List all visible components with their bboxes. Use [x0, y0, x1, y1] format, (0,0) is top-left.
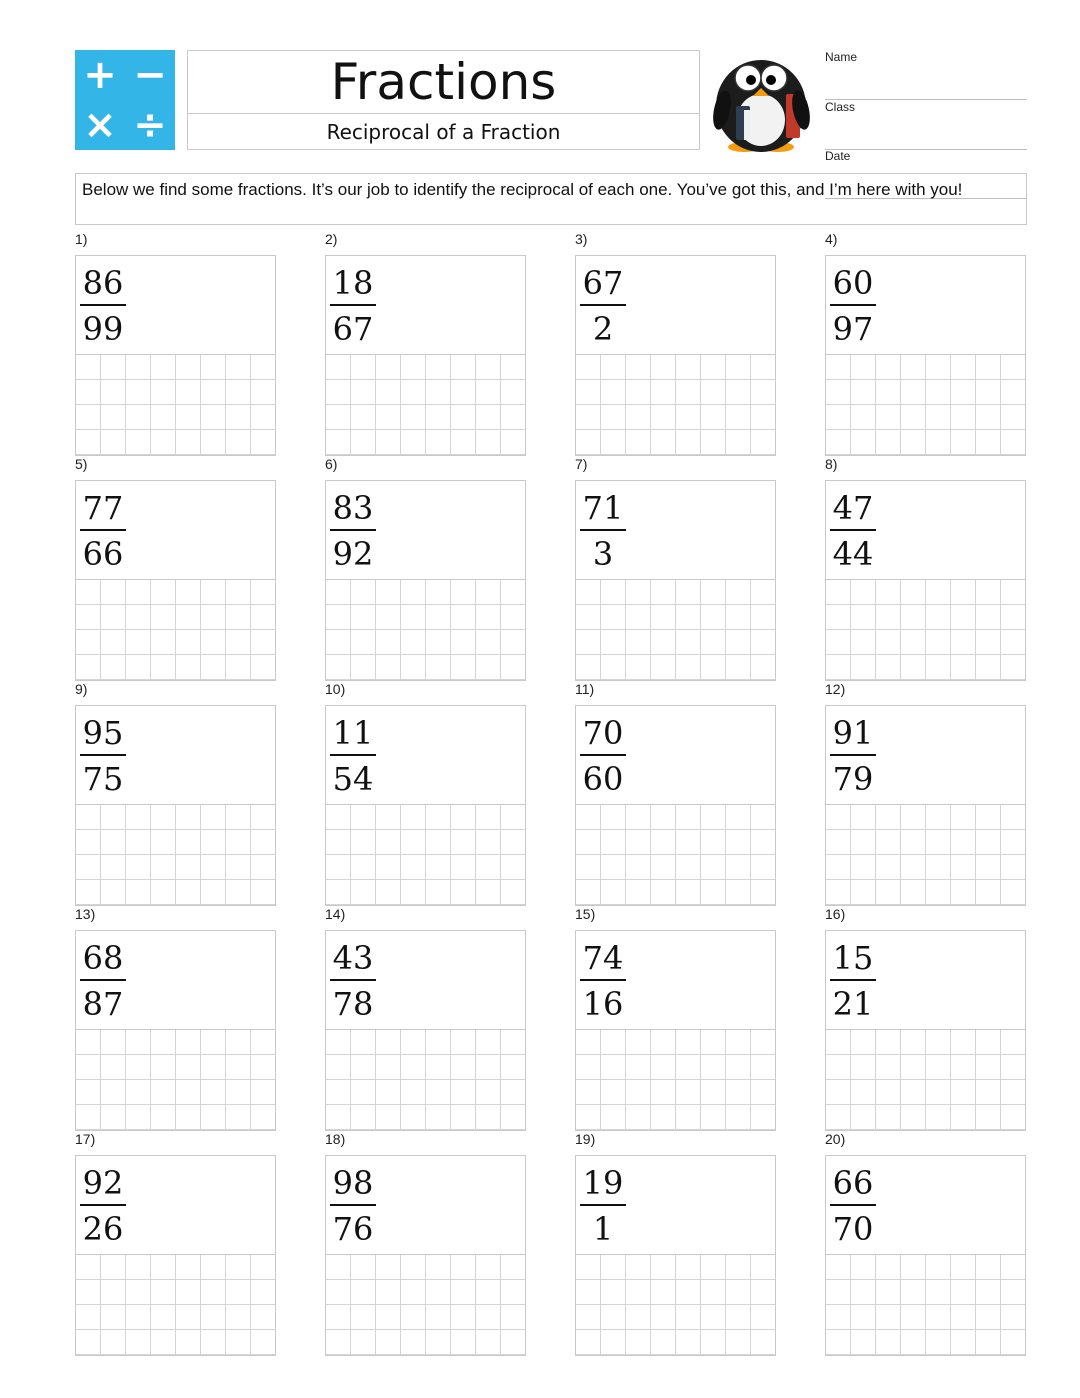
- denominator: 66: [82, 535, 124, 573]
- fraction: [80, 485, 126, 575]
- numerator: 15: [832, 939, 874, 977]
- class-label: Class: [825, 100, 856, 114]
- problem-card-7: [575, 455, 776, 681]
- page-title: Fractions: [330, 53, 557, 111]
- fraction-bar: [580, 304, 626, 306]
- answer-grid[interactable]: [326, 579, 525, 680]
- plus-icon: +: [83, 52, 117, 98]
- problem-number: 5): [75, 456, 88, 472]
- answer-grid[interactable]: [76, 804, 275, 905]
- denominator: 87: [82, 985, 124, 1023]
- problem-card-17: [75, 1130, 276, 1356]
- numerator: 60: [832, 264, 874, 302]
- problem-frame: [75, 1155, 276, 1356]
- numerator: 71: [582, 489, 624, 527]
- fraction: [830, 935, 876, 1025]
- problem-frame: [575, 705, 776, 906]
- problem-frame: [325, 255, 526, 456]
- fraction: [330, 1160, 376, 1250]
- answer-grid[interactable]: [576, 1029, 775, 1130]
- problem-number: 7): [575, 456, 588, 472]
- fraction: [580, 710, 626, 800]
- fraction: [330, 935, 376, 1025]
- problem-number: 6): [325, 456, 338, 472]
- fraction-bar: [580, 979, 626, 981]
- fraction-bar: [830, 304, 876, 306]
- denominator: 54: [332, 760, 374, 798]
- answer-grid[interactable]: [576, 354, 775, 455]
- problem-number: 17): [75, 1131, 96, 1147]
- answer-grid[interactable]: [576, 579, 775, 680]
- fraction-bar: [580, 1204, 626, 1206]
- problem-number: 19): [575, 1131, 596, 1147]
- times-icon: ×: [83, 102, 117, 148]
- answer-grid[interactable]: [826, 804, 1025, 905]
- denominator: 3: [592, 535, 614, 573]
- fraction-bar: [580, 754, 626, 756]
- problem-frame: [75, 480, 276, 681]
- problem-frame: [825, 930, 1026, 1131]
- problem-frame: [575, 480, 776, 681]
- denominator: 75: [82, 760, 124, 798]
- fraction: [830, 1160, 876, 1250]
- problem-frame: [575, 1155, 776, 1356]
- numerator: 18: [332, 264, 374, 302]
- problem-frame: [325, 930, 526, 1131]
- title-box: [187, 50, 700, 150]
- numerator: 43: [332, 939, 374, 977]
- fraction-bar: [330, 979, 376, 981]
- fraction-bar: [330, 529, 376, 531]
- problem-number: 1): [75, 231, 88, 247]
- problem-frame: [75, 255, 276, 456]
- answer-grid[interactable]: [576, 804, 775, 905]
- numerator: 74: [582, 939, 624, 977]
- numerator: 77: [82, 489, 124, 527]
- problem-frame: [825, 255, 1026, 456]
- problem-card-8: [825, 455, 1026, 681]
- answer-grid[interactable]: [76, 1254, 275, 1355]
- numerator: 67: [582, 264, 624, 302]
- math-operations-logo-icon: [75, 50, 175, 150]
- fraction: [580, 485, 626, 575]
- answer-grid[interactable]: [326, 1254, 525, 1355]
- problem-card-6: [325, 455, 526, 681]
- denominator: 99: [82, 310, 124, 348]
- problem-card-14: [325, 905, 526, 1131]
- date-label: Date: [825, 149, 851, 163]
- numerator: 11: [332, 714, 374, 752]
- problem-number: 3): [575, 231, 588, 247]
- fraction-bar: [830, 529, 876, 531]
- denominator: 92: [332, 535, 374, 573]
- fraction: [330, 710, 376, 800]
- problem-number: 14): [325, 906, 346, 922]
- problem-card-19: [575, 1130, 776, 1356]
- problem-number: 2): [325, 231, 338, 247]
- denominator: 2: [592, 310, 614, 348]
- penguin-mascot-icon: [708, 48, 814, 156]
- fraction-bar: [80, 304, 126, 306]
- instructions-box: Below we find some fractions. It’s our job to identify the reciprocal of each one. You’ve got this, and I’m here with you!: [75, 173, 1027, 225]
- denominator: 70: [832, 1210, 874, 1248]
- numerator: 92: [82, 1164, 124, 1202]
- problem-card-2: [325, 230, 526, 456]
- answer-grid[interactable]: [326, 354, 525, 455]
- divide-icon: ÷: [133, 102, 167, 148]
- problem-frame: [825, 480, 1026, 681]
- fraction: [80, 260, 126, 350]
- problem-card-4: [825, 230, 1026, 456]
- problem-card-12: [825, 680, 1026, 906]
- fraction-bar: [830, 754, 876, 756]
- answer-grid[interactable]: [76, 1029, 275, 1130]
- problem-card-16: [825, 905, 1026, 1131]
- problem-frame: [575, 255, 776, 456]
- fraction: [580, 935, 626, 1025]
- problem-frame: [825, 1155, 1026, 1356]
- numerator: 83: [332, 489, 374, 527]
- fraction-bar: [330, 1204, 376, 1206]
- fraction-bar: [80, 1204, 126, 1206]
- problem-number: 10): [325, 681, 346, 697]
- numerator: 95: [82, 714, 124, 752]
- answer-grid[interactable]: [826, 1254, 1025, 1355]
- problem-card-5: [75, 455, 276, 681]
- denominator: 26: [82, 1210, 124, 1248]
- answer-grid[interactable]: [826, 579, 1025, 680]
- problem-frame: [325, 1155, 526, 1356]
- problem-number: 13): [75, 906, 96, 922]
- answer-grid[interactable]: [826, 1029, 1025, 1130]
- fraction-bar: [330, 304, 376, 306]
- numerator: 68: [82, 939, 124, 977]
- minus-icon: −: [133, 52, 167, 98]
- fraction-bar: [830, 1204, 876, 1206]
- problem-frame: [75, 705, 276, 906]
- problem-number: 15): [575, 906, 596, 922]
- fraction: [80, 1160, 126, 1250]
- numerator: 70: [582, 714, 624, 752]
- fraction: [80, 710, 126, 800]
- problem-number: 9): [75, 681, 88, 697]
- page-subtitle: Reciprocal of a Fraction: [326, 120, 561, 144]
- fraction-bar: [80, 979, 126, 981]
- problem-number: 11): [575, 681, 595, 697]
- problem-number: 12): [825, 681, 846, 697]
- numerator: 19: [582, 1164, 624, 1202]
- denominator: 76: [332, 1210, 374, 1248]
- answer-grid[interactable]: [76, 354, 275, 455]
- denominator: 78: [332, 985, 374, 1023]
- title-divider: [188, 113, 699, 114]
- fraction: [580, 260, 626, 350]
- fraction-bar: [580, 529, 626, 531]
- numerator: 66: [832, 1164, 874, 1202]
- problem-card-11: [575, 680, 776, 906]
- denominator: 44: [832, 535, 874, 573]
- problem-card-10: [325, 680, 526, 906]
- problem-frame: [325, 480, 526, 681]
- denominator: 60: [582, 760, 624, 798]
- fraction-bar: [830, 979, 876, 981]
- answer-grid[interactable]: [326, 1029, 525, 1130]
- problem-frame: [825, 705, 1026, 906]
- fraction: [830, 485, 876, 575]
- denominator: 1: [592, 1210, 614, 1248]
- problem-number: 18): [325, 1131, 346, 1147]
- problem-card-1: [75, 230, 276, 456]
- fraction: [330, 485, 376, 575]
- answer-grid[interactable]: [826, 354, 1025, 455]
- fraction-bar: [330, 754, 376, 756]
- denominator: 79: [832, 760, 874, 798]
- problem-card-3: [575, 230, 776, 456]
- denominator: 97: [832, 310, 874, 348]
- problem-frame: [575, 930, 776, 1131]
- class-field[interactable]: [825, 100, 1027, 150]
- denominator: 16: [582, 985, 624, 1023]
- denominator: 67: [332, 310, 374, 348]
- numerator: 47: [832, 489, 874, 527]
- fraction: [580, 1160, 626, 1250]
- problem-number: 4): [825, 231, 838, 247]
- fraction-bar: [80, 529, 126, 531]
- problem-card-13: [75, 905, 276, 1131]
- problem-frame: [75, 930, 276, 1131]
- fraction: [330, 260, 376, 350]
- answer-grid[interactable]: [576, 1254, 775, 1355]
- answer-grid[interactable]: [326, 804, 525, 905]
- name-field[interactable]: [825, 50, 1027, 100]
- problem-number: 20): [825, 1131, 846, 1147]
- name-label: Name: [825, 50, 858, 64]
- denominator: 21: [832, 985, 874, 1023]
- problem-card-15: [575, 905, 776, 1131]
- problem-card-18: [325, 1130, 526, 1356]
- fraction: [80, 935, 126, 1025]
- problem-card-20: [825, 1130, 1026, 1356]
- fraction: [830, 260, 876, 350]
- answer-grid[interactable]: [76, 579, 275, 680]
- fraction-bar: [80, 754, 126, 756]
- numerator: 86: [82, 264, 124, 302]
- fraction: [830, 710, 876, 800]
- problem-card-9: [75, 680, 276, 906]
- problem-number: 16): [825, 906, 846, 922]
- problem-frame: [325, 705, 526, 906]
- numerator: 98: [332, 1164, 374, 1202]
- numerator: 91: [832, 714, 874, 752]
- problem-number: 8): [825, 456, 838, 472]
